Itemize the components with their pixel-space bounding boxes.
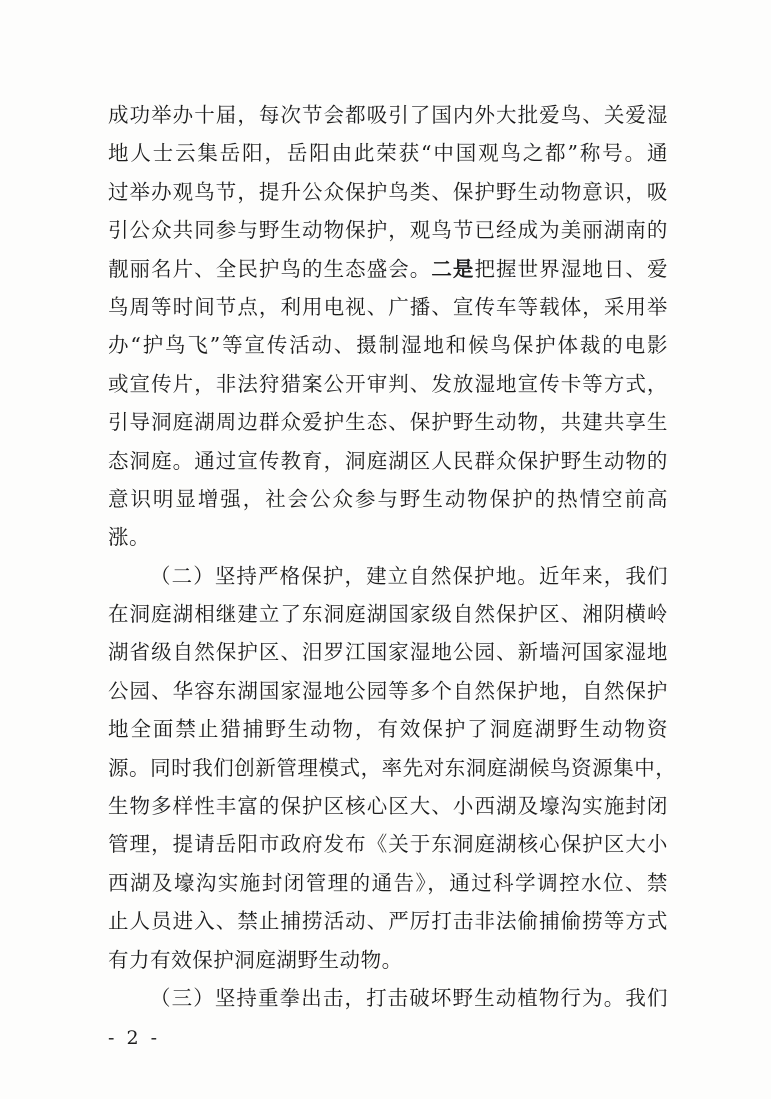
text-line: 办“护鸟飞”等宣传活动、摄制湿地和候鸟保护体裁的电影: [108, 333, 668, 358]
text-line: （三）坚持重拳出击，打击破坏野生动植物行为。我们: [150, 985, 668, 1010]
text-line: 鸟周等时间节点，利用电视、广播、宣传车等载体，采用举: [108, 294, 668, 319]
text-line: 源。同时我们创新管理模式，率先对东洞庭湖候鸟资源集中，: [108, 755, 677, 780]
text-line: 有力有效保护洞庭湖野生动物。: [108, 947, 403, 972]
text-line: 管理，提请岳阳市政府发布《关于东洞庭湖核心保护区大小: [108, 832, 668, 857]
text-line: 成功举办十届，每次节会都吸引了国内外大批爱鸟、关爱湿: [108, 103, 668, 127]
text-line: [108, 250, 668, 288]
text-line: 止人员进入、禁止捕捞活动、严厉打击非法偷捕偷捞等方式: [108, 909, 668, 934]
text-run: 靓丽名片、全民护鸟的生态盛会。: [108, 256, 432, 281]
text-line: 在洞庭湖相继建立了东洞庭湖国家级自然保护区、湘阴横岭: [108, 602, 668, 627]
text-line: 地全面禁止猎捕野生动物，有效保护了洞庭湖野生动物资: [108, 717, 668, 742]
text-line: 引公众共同参与野生动物保护，观鸟节已经成为美丽湖南的: [108, 218, 668, 243]
text-line: 西湖及壕沟实施封闭管理的通告》，通过科学调控水位、禁: [108, 870, 668, 895]
text-line: 引导洞庭湖周边群众爱护生态、保护野生动物，共建共享生: [108, 410, 668, 435]
text-line: 过举办观鸟节，提升公众保护鸟类、保护野生动物意识，吸: [108, 179, 668, 204]
text-line: 意识明显增强，社会公众参与野生动物保护的热情空前高: [108, 486, 668, 511]
text-line: 生物多样性丰富的保护区核心区大、小西湖及壕沟实施封闭: [108, 794, 668, 819]
text-line: 态洞庭。通过宣传教育，洞庭湖区人民群众保护野生动物的: [108, 448, 668, 473]
text-line: 或宣传片，非法狩猎案公开审判、发放湿地宣传卡等方式，: [108, 371, 668, 396]
body-text: [108, 96, 677, 1017]
emphasis-text: 二是: [431, 256, 475, 281]
text-line: 地人士云集岳阳，岳阳由此荣获“中国观鸟之都”称号。通: [108, 141, 668, 166]
text-line: 涨。: [108, 525, 151, 550]
text-line: （二）坚持严格保护，建立自然保护地。近年来，我们: [150, 563, 668, 588]
page-number: - 2 -: [108, 1027, 161, 1049]
text-line: 湖省级自然保护区、汨罗江国家湿地公园、新墙河国家湿地: [108, 640, 668, 665]
text-run: 把握世界湿地日、爱: [474, 256, 669, 281]
text-line: 公园、华容东湖国家湿地公园等多个自然保护地，自然保护: [108, 678, 668, 703]
